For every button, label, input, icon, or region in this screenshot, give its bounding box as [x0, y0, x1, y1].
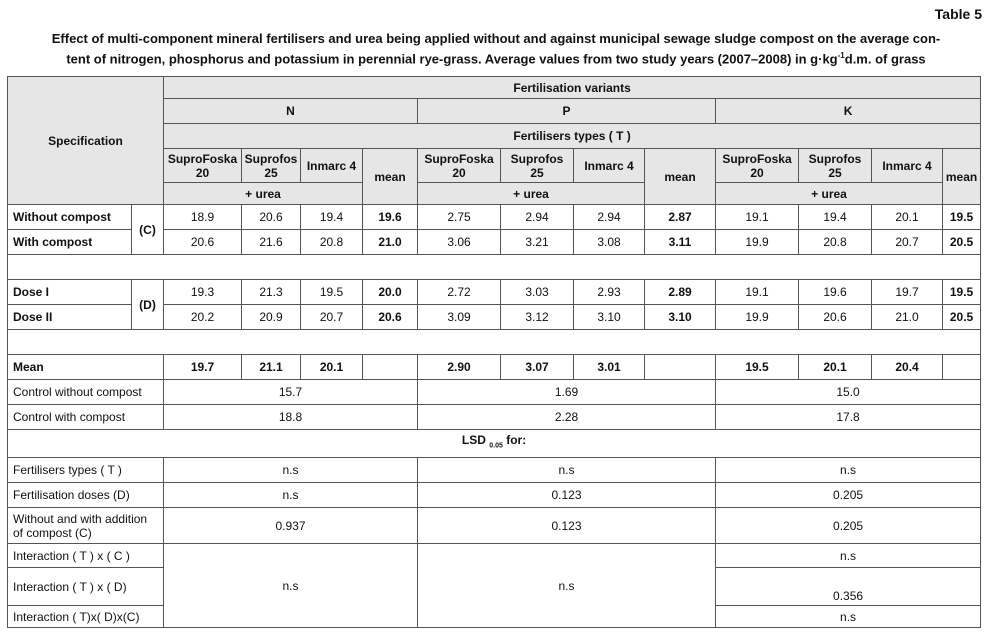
table-cell: 1.69: [418, 380, 716, 405]
table-cell: 3.21: [501, 230, 574, 255]
table-cell: 2.87: [645, 205, 716, 230]
table-cell: 20: [195, 165, 210, 180]
table-cell: 2.72: [418, 280, 501, 305]
table-cell: 19.6: [363, 205, 418, 230]
table-cell: n.s: [716, 544, 981, 568]
row-label: Interaction ( T ) x ( C ): [8, 544, 164, 568]
table-cell: 19.5: [301, 280, 363, 305]
table-cell: 20.1: [799, 355, 872, 380]
table-cell: 19.7: [164, 355, 242, 380]
mean-row: [8, 355, 981, 380]
col-suprofos-p: [501, 149, 574, 183]
col-suprofoska-k: [716, 149, 799, 183]
fertilisation-variants-header: Fertilisation variants: [164, 77, 981, 99]
table-cell: 21.6: [242, 230, 301, 255]
table-cell: n.s: [716, 606, 981, 628]
caption-line-2: tent of nitrogen, phosphorus and potassium in perennial rye-grass. Average values from two study years (2007–2008) in g·kg: [66, 51, 838, 67]
table-cell: Without and with addition: [13, 511, 148, 526]
nutrient-header-n: N: [164, 99, 418, 124]
table-cell: 2.94: [574, 205, 645, 230]
row-label: Interaction ( T ) x ( D): [8, 568, 164, 606]
table-cell: 3.03: [501, 280, 574, 305]
row-label: Mean: [8, 355, 164, 380]
table-row: [8, 483, 981, 508]
col-mean-k: mean: [943, 149, 981, 205]
table-cell: 20.6: [799, 305, 872, 330]
table-cell: 18.8: [164, 405, 418, 430]
table-cell: Suprofos: [244, 151, 298, 166]
table-cell: 20.1: [301, 355, 363, 380]
row-label: Fertilisers types ( T ): [8, 458, 164, 483]
table-cell: 0.205: [716, 508, 981, 544]
table-cell: 3.12: [501, 305, 574, 330]
table-cell: 20.7: [872, 230, 943, 255]
table-cell: 0.05: [489, 442, 503, 450]
table-cell: 20.8: [301, 230, 363, 255]
table-cell: [645, 355, 716, 380]
table-cell: for:: [502, 433, 527, 448]
table-cell: 17.8: [716, 405, 981, 430]
fertiliser-types-header: Fertilisers types ( T ): [164, 124, 981, 149]
row-label: [8, 508, 164, 544]
table-cell: 3.08: [574, 230, 645, 255]
table-cell: [363, 355, 418, 380]
table-row: [8, 544, 981, 568]
table-cell: 19.9: [716, 230, 799, 255]
table-cell: 20.7: [301, 305, 363, 330]
row-label: Fertilisation doses (D): [8, 483, 164, 508]
row-label: Dose I: [8, 280, 132, 305]
col-suprofoska-p: [418, 149, 501, 183]
table-cell: 15.7: [164, 380, 418, 405]
table-cell: n.s: [164, 483, 418, 508]
table-row: [8, 508, 981, 544]
urea-label-n: + urea: [164, 183, 363, 205]
table-cell: 20.8: [799, 230, 872, 255]
table-cell: 20.5: [943, 230, 981, 255]
compost-group-label: (C): [132, 205, 164, 255]
table-row: [8, 458, 981, 483]
table-row: [8, 280, 981, 305]
caption-line-1: Effect of multi-component mineral fertilisers and urea being applied without and against municipal sewage sludge compost on the average con-: [51, 31, 941, 46]
table-cell: 19.5: [943, 280, 981, 305]
table-cell: LSD: [461, 433, 486, 448]
col-mean-p: mean: [645, 149, 716, 205]
table-cell: 20.4: [872, 355, 943, 380]
table-cell: 21.3: [242, 280, 301, 305]
table-cell: 19.3: [164, 280, 242, 305]
table-cell: 20: [750, 165, 764, 180]
table-cell: 3.09: [418, 305, 501, 330]
spacer-row: [8, 255, 981, 280]
table-cell: 19.5: [943, 205, 981, 230]
spacer-row: [8, 330, 981, 355]
table-cell: SuproFoska: [722, 151, 792, 166]
table-cell: 19.1: [716, 280, 799, 305]
table-cell: 20.6: [363, 305, 418, 330]
table-row: [8, 380, 981, 405]
table-cell: 21.1: [242, 355, 301, 380]
row-label: Dose II: [8, 305, 132, 330]
table-cell: 19.1: [716, 205, 799, 230]
col-suprofos-n: [242, 149, 301, 183]
table-cell: n.s: [418, 458, 716, 483]
table-cell: 21.0: [363, 230, 418, 255]
table-cell: 3.10: [645, 305, 716, 330]
table-cell: 19.4: [799, 205, 872, 230]
table-cell: 0.356: [716, 568, 981, 606]
table-cell: [943, 355, 981, 380]
table-cell: 25: [828, 165, 842, 180]
table-cell: 2.94: [501, 205, 574, 230]
table-cell: of compost (C): [13, 525, 92, 540]
table-cell: 2.93: [574, 280, 645, 305]
lsd-header-row: [8, 430, 981, 458]
table-cell: 0.123: [418, 483, 716, 508]
table-cell: 18.9: [164, 205, 242, 230]
table-cell: 2.75: [418, 205, 501, 230]
lsd-header: [8, 430, 981, 458]
table-cell: 25: [264, 165, 278, 180]
col-suprofoska-n: [164, 149, 242, 183]
urea-label-p: + urea: [418, 183, 645, 205]
dose-group-label: (D): [132, 280, 164, 330]
table-cell: 20.5: [943, 305, 981, 330]
table-cell: 20.9: [242, 305, 301, 330]
row-label: Without compost: [8, 205, 132, 230]
table-cell: 20.2: [164, 305, 242, 330]
table-cell: n.s: [164, 458, 418, 483]
caption-line-2-end: d.m. of grass: [844, 51, 926, 67]
row-label: Interaction ( T)x( D)x(C): [8, 606, 164, 628]
table-cell: 20: [452, 165, 466, 180]
urea-label-k: + urea: [716, 183, 943, 205]
col-inmarc-k: Inmarc 4: [872, 149, 943, 183]
table-cell: 3.07: [501, 355, 574, 380]
table-cell: [8, 330, 981, 355]
table-cell: 20.6: [164, 230, 242, 255]
table-cell: 20.0: [363, 280, 418, 305]
row-label: Control with compost: [8, 405, 164, 430]
row-label: Control without compost: [8, 380, 164, 405]
table-cell: 15.0: [716, 380, 981, 405]
table-cell: 20.1: [872, 205, 943, 230]
table-cell: 0.123: [418, 508, 716, 544]
table-cell: 2.90: [418, 355, 501, 380]
col-mean-n: mean: [363, 149, 418, 205]
table-cell: SuproFoska: [424, 151, 494, 166]
table-cell: 3.01: [574, 355, 645, 380]
caption-superscript: -1: [837, 51, 845, 60]
data-table: [7, 76, 981, 628]
table-cell: 3.06: [418, 230, 501, 255]
table-caption: [8, 30, 984, 67]
interaction-n-value: n.s: [164, 544, 418, 628]
col-inmarc-p: Inmarc 4: [574, 149, 645, 183]
table-cell: 3.11: [645, 230, 716, 255]
interaction-p-value: n.s: [418, 544, 716, 628]
table-row: [8, 205, 981, 230]
nutrient-header-k: K: [716, 99, 981, 124]
col-inmarc-n: Inmarc 4: [301, 149, 363, 183]
table-cell: 19.5: [716, 355, 799, 380]
table-cell: 19.7: [872, 280, 943, 305]
table-cell: 0.937: [164, 508, 418, 544]
table-cell: 19.9: [716, 305, 799, 330]
table-cell: 2.28: [418, 405, 716, 430]
table-cell: n.s: [716, 458, 981, 483]
nutrient-header-p: P: [418, 99, 716, 124]
table-cell: Suprofos: [808, 151, 862, 166]
table-cell: 21.0: [872, 305, 943, 330]
specification-header: Specification: [8, 77, 164, 205]
table-cell: [8, 255, 981, 280]
table-row: [8, 405, 981, 430]
table-number: Table 5: [934, 6, 982, 22]
table-cell: 19.6: [799, 280, 872, 305]
table-cell: 25: [530, 165, 544, 180]
table-cell: SuproFoska: [167, 151, 238, 166]
row-label: With compost: [8, 230, 132, 255]
table-cell: 20.6: [242, 205, 301, 230]
table-cell: Suprofos: [510, 151, 564, 166]
col-suprofos-k: [799, 149, 872, 183]
table-cell: 19.4: [301, 205, 363, 230]
table-cell: 3.10: [574, 305, 645, 330]
table-cell: 0.205: [716, 483, 981, 508]
table-cell: 2.89: [645, 280, 716, 305]
